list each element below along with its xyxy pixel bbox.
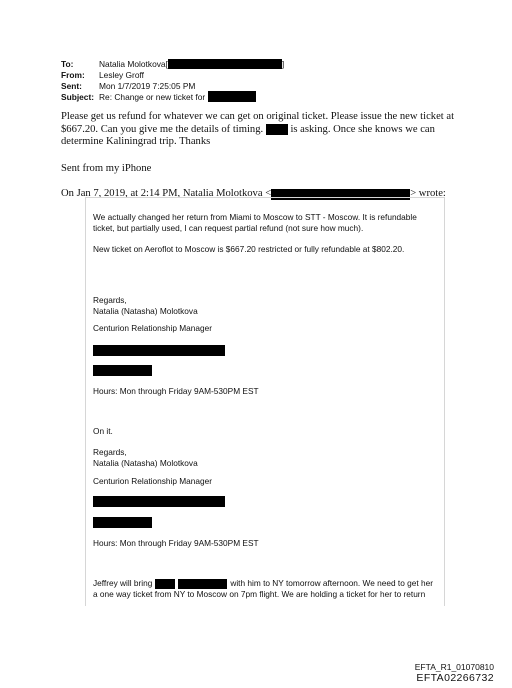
redaction-block [93, 345, 225, 356]
from-row [61, 69, 461, 80]
signature-title: Centurion Relationship Manager [93, 323, 212, 333]
quote-paragraph: New ticket on Aeroflot to Moscow is $667.20 restricted or fully refundable at $802.20. [93, 244, 405, 254]
attribution-suffix: > wrote: [410, 188, 446, 200]
email-body [61, 111, 461, 201]
reply-line: determine Kaliningrad trip. Thanks [61, 136, 211, 148]
signature-hours: Hours: Mon through Friday 9AM-530PM EST [93, 538, 259, 548]
signature-block [93, 295, 437, 317]
quote-paragraph: On it. [93, 426, 113, 436]
redaction-block [155, 579, 175, 589]
subject-value [99, 91, 256, 102]
redaction-block [178, 579, 227, 589]
from-label: From: [61, 69, 85, 80]
regards-text: Regards, [93, 295, 127, 305]
sent-from-signature: Sent from my iPhone [61, 162, 152, 174]
quoted-message [85, 197, 445, 606]
to-row [61, 58, 461, 69]
quote-text: a one way ticket from NY to Moscow on 7pm flight. We are holding a ticket for her to return [93, 589, 426, 600]
attribution-prefix: On Jan 7, 2019, at 2:14 PM, Natalia Molotkova < [61, 188, 272, 200]
redaction-block [93, 496, 225, 507]
reply-line: is asking. Once she knows we can [290, 123, 435, 135]
to-close: ] [281, 58, 285, 69]
sent-value: Mon 1/7/2019 7:25:05 PM [99, 80, 196, 91]
sent-label: Sent: [61, 80, 82, 91]
redaction-block [93, 365, 152, 376]
email-header [61, 58, 461, 102]
signature-block [93, 447, 437, 469]
to-value [99, 59, 284, 69]
reply-line: $667.20. Can you give me the details of timing. [61, 123, 264, 135]
signature-title: Centurion Relationship Manager [93, 476, 212, 486]
signature-hours: Hours: Mon through Friday 9AM-530PM EST [93, 386, 259, 396]
subject-row [61, 91, 461, 102]
to-label: To: [61, 58, 74, 69]
subject-text: Re: Change or new ticket for [99, 91, 206, 102]
to-name: Natalia Molotkova[ [99, 58, 168, 69]
redaction-block [266, 124, 288, 135]
quote-paragraph [93, 578, 437, 600]
regards-text: Regards, [93, 447, 127, 457]
quote-text: Jeffrey will bring [93, 578, 153, 588]
reply-paragraph [61, 111, 461, 149]
subject-label: Subject: [61, 91, 95, 102]
quote-paragraph: We actually changed her return from Miami to Moscow to STT - Moscow. It is refundable ticket, but partially used, I can request partial refund (not sure how much). [93, 212, 417, 234]
quote-text: with him to NY tomorrow afternoon. We need to get her [230, 578, 433, 588]
sent-row [61, 80, 461, 91]
bates-number-2: EFTA02266732 [416, 672, 494, 684]
signature-name: Natalia (Natasha) Molotkova [93, 306, 198, 317]
bates-number-1: EFTA_R1_01070810 [414, 662, 494, 672]
reply-line: Please get us refund for whatever we can get on original ticket. Please issue the new ticket at [61, 111, 455, 122]
redaction-block [208, 91, 256, 102]
from-value: Lesley Groff [99, 69, 144, 80]
redaction-block [93, 517, 152, 528]
signature-name: Natalia (Natasha) Molotkova [93, 458, 198, 469]
redaction-block [168, 58, 285, 69]
document-footer [415, 662, 494, 684]
